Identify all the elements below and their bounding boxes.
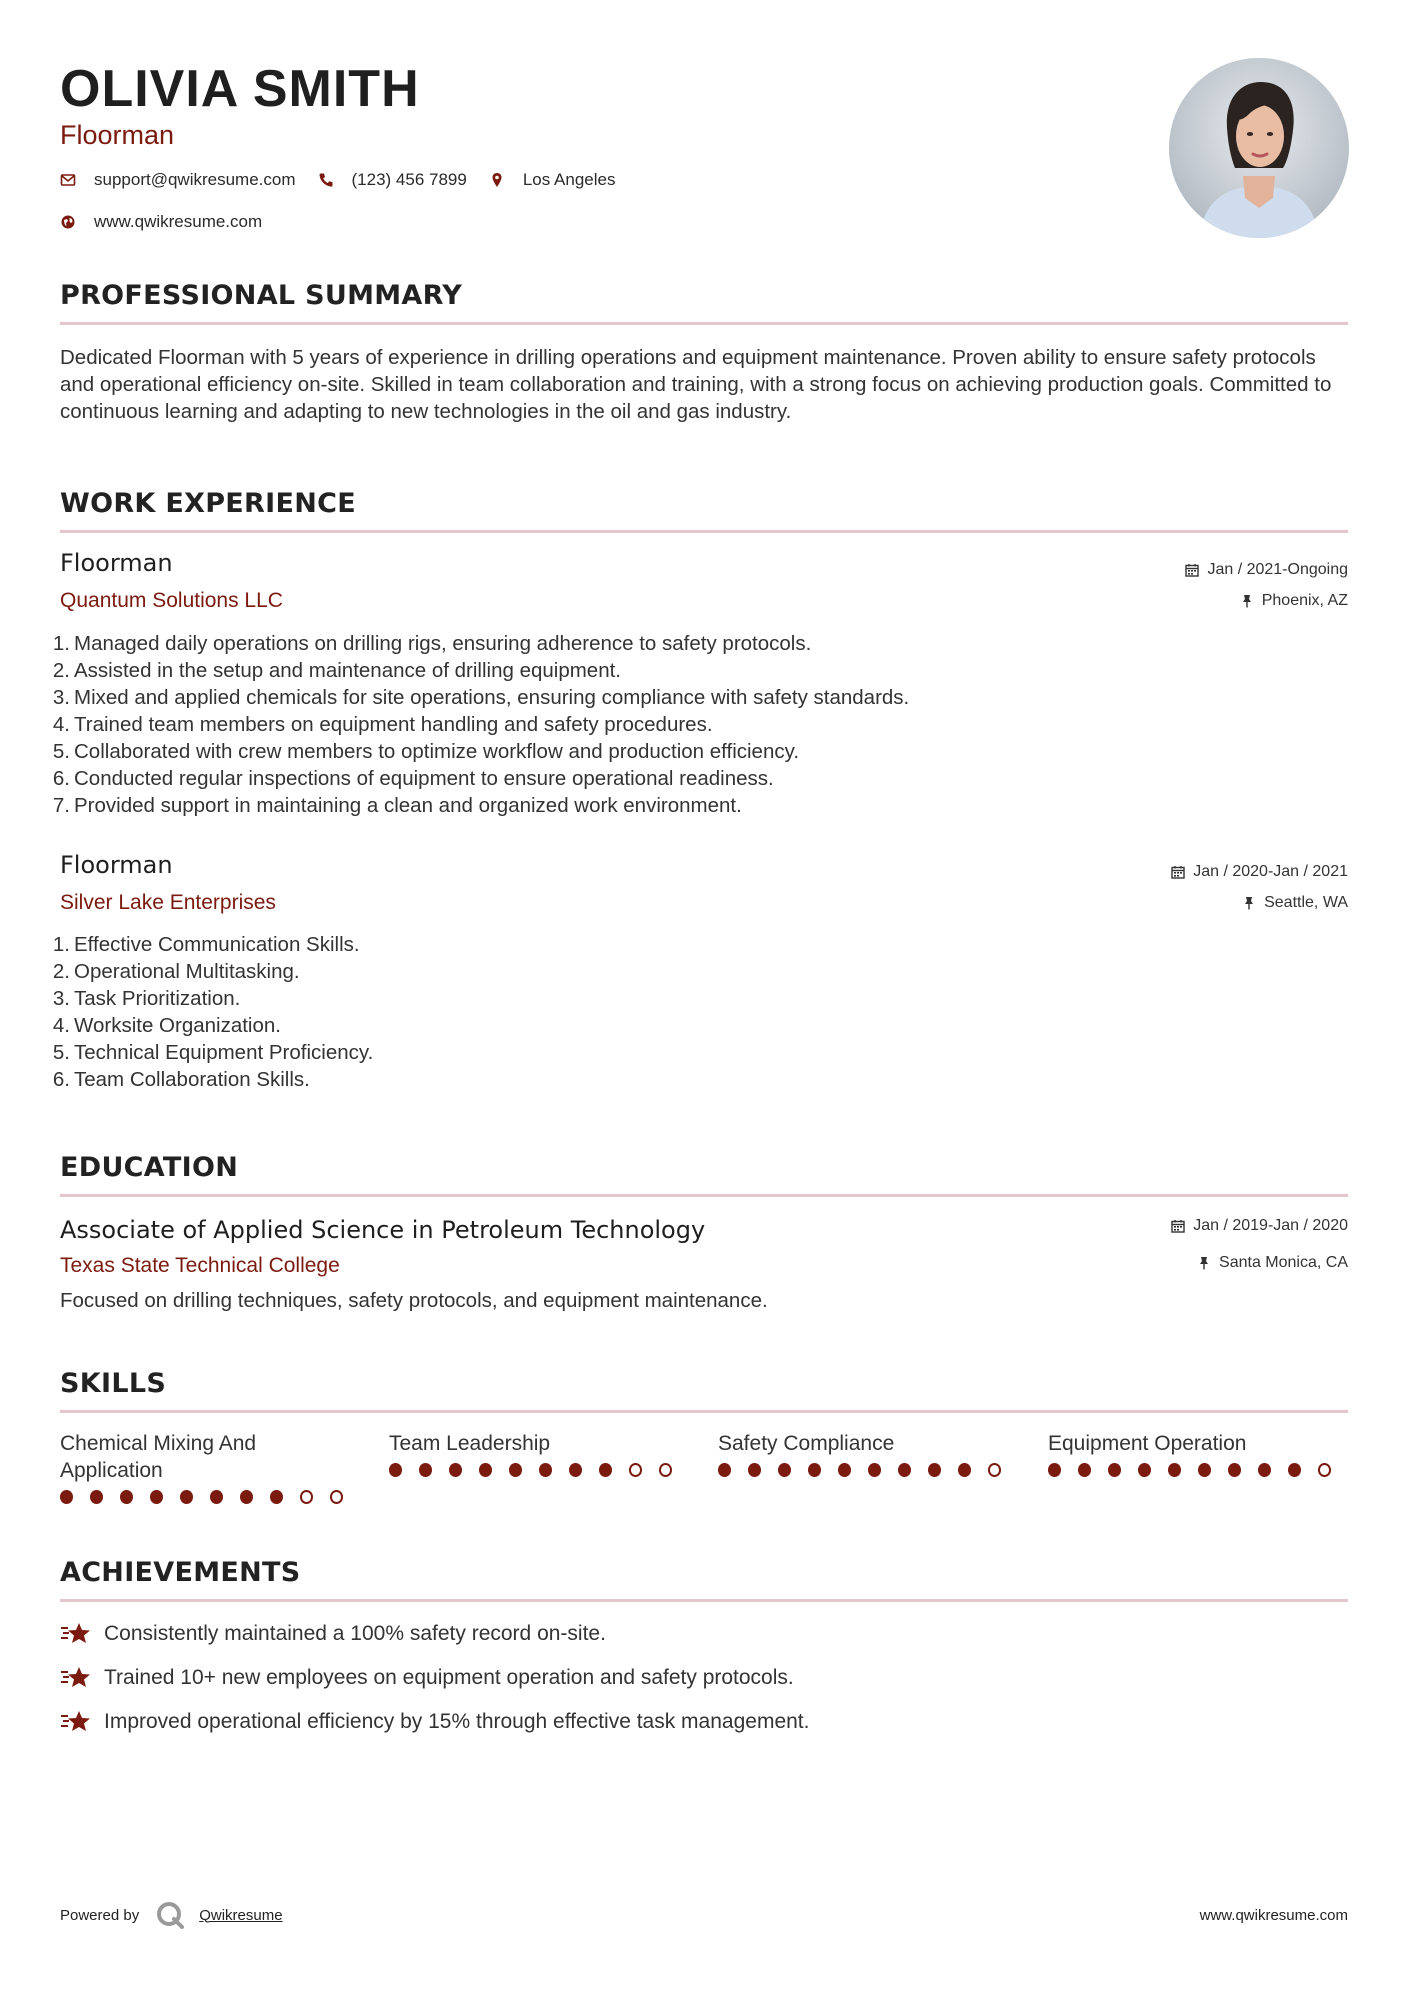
pushpin-icon <box>1240 594 1254 608</box>
school-name: Texas State Technical College <box>60 1254 340 1277</box>
skill-dot-filled <box>419 1463 432 1477</box>
skill-dot-filled <box>240 1490 253 1504</box>
skill-dot-filled <box>838 1463 851 1477</box>
star-icon <box>60 1708 92 1736</box>
job-company: Silver Lake Enterprises <box>60 891 276 914</box>
achievement-text: Consistently maintained a 100% safety record on-site. <box>104 1622 606 1645</box>
section-divider <box>60 1410 1348 1413</box>
list-item: 7. Provided support in maintaining a clean and organized work environment. <box>52 794 742 817</box>
calendar-icon <box>1171 1219 1185 1233</box>
skill-dot-filled <box>958 1463 971 1477</box>
skill-item <box>718 1430 1018 1477</box>
achievements-section-header <box>60 1557 1348 1589</box>
list-item: 3. Mixed and applied chemicals for site operations, ensuring compliance with safety standards. <box>52 686 910 709</box>
contact-location <box>489 170 616 190</box>
profile-photo <box>1169 58 1349 238</box>
phone-text: (123) 456 7899 <box>351 170 467 189</box>
skill-dot-filled <box>778 1463 791 1477</box>
pushpin-icon <box>1242 896 1256 910</box>
skill-item <box>1048 1430 1348 1477</box>
skill-dot-filled <box>1078 1463 1091 1477</box>
skill-dot-filled <box>539 1463 552 1477</box>
skill-dot-filled <box>1168 1463 1181 1477</box>
skill-dot-filled <box>270 1490 283 1504</box>
skill-dot-filled <box>718 1463 731 1477</box>
skills-section-header <box>60 1368 1348 1400</box>
skill-dot-filled <box>150 1490 163 1504</box>
skill-dot-filled <box>120 1490 133 1504</box>
skill-item <box>389 1430 689 1477</box>
list-item: 3. Task Prioritization. <box>52 987 241 1010</box>
calendar-icon <box>1185 563 1199 577</box>
job-skills-list <box>52 931 1260 1093</box>
candidate-title: Floorman <box>60 120 175 150</box>
skill-rating <box>60 1490 360 1504</box>
skill-dot-filled <box>1138 1463 1151 1477</box>
contact-email[interactable] <box>60 170 296 190</box>
job-date <box>1171 863 1348 881</box>
skill-dot-filled <box>898 1463 911 1477</box>
job-duties-list <box>52 630 1260 819</box>
list-item: 1. Effective Communication Skills. <box>52 933 360 956</box>
achievement-item <box>60 1664 794 1692</box>
list-item: 5. Technical Equipment Proficiency. <box>52 1041 374 1064</box>
list-item: 5. Collaborated with crew members to optimize workflow and production efficiency. <box>52 740 800 763</box>
section-divider <box>60 530 1348 533</box>
contact-website[interactable] <box>60 212 262 232</box>
skill-dot-filled <box>479 1463 492 1477</box>
experience-heading: WORK EXPERIENCE <box>60 488 356 519</box>
skill-dot-filled <box>1048 1463 1061 1477</box>
achievement-item <box>60 1620 606 1648</box>
skill-dot-empty <box>1318 1463 1331 1477</box>
achievement-item <box>60 1708 809 1736</box>
skill-dot-empty <box>988 1463 1001 1477</box>
education-description: Focused on drilling techniques, safety protocols, and equipment maintenance. <box>60 1289 768 1312</box>
email-text: support@qwikresume.com <box>94 170 296 189</box>
job-title: Floorman <box>60 851 173 879</box>
map-pin-icon <box>489 172 505 188</box>
education-section-header <box>60 1152 1348 1184</box>
globe-icon <box>60 214 76 230</box>
summary-section-header <box>60 280 1348 312</box>
skill-dot-filled <box>60 1490 73 1504</box>
list-item: 2. Operational Multitasking. <box>52 960 300 983</box>
footer-powered-by <box>60 1900 283 1930</box>
qwikresume-logo-icon <box>155 1900 185 1930</box>
achievement-text: Trained 10+ new employees on equipment operation and safety protocols. <box>104 1666 794 1689</box>
brand-link[interactable]: Qwikresume <box>199 1906 283 1924</box>
list-item: 6. Team Collaboration Skills. <box>52 1068 310 1091</box>
skill-dot-filled <box>389 1463 402 1477</box>
skill-dot-filled <box>1198 1463 1211 1477</box>
list-item: 4. Worksite Organization. <box>52 1014 281 1037</box>
job-location-text: Phoenix, AZ <box>1261 592 1348 609</box>
skill-label: Team Leadership <box>389 1432 551 1455</box>
summary-text: Dedicated Floorman with 5 years of experience in drilling operations and equipment maintenance. Proven ability to ensure safety protocols and operational efficiency on-site. Skilled in team collaboration and training, with a strong focus on achieving production goals. Committed to continuous learning and adapting to new technologies in the oil and gas industry. <box>60 346 1332 423</box>
footer-website[interactable]: www.qwikresume.com <box>1199 1907 1348 1924</box>
skill-dot-filled <box>569 1463 582 1477</box>
candidate-name: OLIVIA SMITH <box>60 60 420 118</box>
skill-dot-filled <box>868 1463 881 1477</box>
skill-dot-filled <box>928 1463 941 1477</box>
skill-dot-filled <box>1108 1463 1121 1477</box>
skill-dot-filled <box>1258 1463 1271 1477</box>
location-text: Los Angeles <box>522 170 616 189</box>
skill-dot-filled <box>1288 1463 1301 1477</box>
contact-phone[interactable] <box>318 170 467 190</box>
list-item: 1. Managed daily operations on drilling rigs, ensuring adherence to safety protocols. <box>52 632 812 655</box>
education-date <box>1171 1217 1348 1235</box>
skill-dot-empty <box>300 1490 313 1504</box>
skill-dot-filled <box>90 1490 103 1504</box>
list-item: 4. Trained team members on equipment handling and safety procedures. <box>52 713 713 736</box>
achievements-heading: ACHIEVEMENTS <box>60 1557 301 1588</box>
powered-by-text: Powered by <box>60 1906 140 1924</box>
skill-rating <box>1048 1463 1348 1477</box>
education-date-text: Jan / 2019-Jan / 2020 <box>1193 1217 1348 1234</box>
star-icon <box>60 1664 92 1692</box>
resume-page <box>52 0 1348 1990</box>
skill-label: Safety Compliance <box>718 1432 895 1455</box>
job-title: Floorman <box>60 549 173 577</box>
website-text: www.qwikresume.com <box>94 212 263 231</box>
degree-title: Associate of Applied Science in Petroleum Technology <box>60 1216 706 1244</box>
skills-heading: SKILLS <box>60 1368 167 1399</box>
skill-dot-filled <box>180 1490 193 1504</box>
envelope-icon <box>60 172 76 188</box>
job-date-text: Jan / 2021-Ongoing <box>1207 561 1348 578</box>
job-location-text: Seattle, WA <box>1264 894 1348 911</box>
section-divider <box>60 1194 1348 1197</box>
summary-heading: PROFESSIONAL SUMMARY <box>60 280 463 311</box>
job-location <box>1242 894 1348 912</box>
calendar-icon <box>1171 865 1185 879</box>
skill-dot-filled <box>509 1463 522 1477</box>
education-location-text: Santa Monica, CA <box>1219 1254 1348 1271</box>
skill-dot-empty <box>659 1463 672 1477</box>
phone-icon <box>318 172 334 188</box>
skill-dot-empty <box>629 1463 642 1477</box>
job-date-text: Jan / 2020-Jan / 2021 <box>1193 863 1348 880</box>
achievement-text: Improved operational efficiency by 15% through effective task management. <box>104 1710 810 1733</box>
skill-dot-filled <box>599 1463 612 1477</box>
star-icon <box>60 1620 92 1648</box>
skill-item <box>60 1430 360 1504</box>
skill-rating <box>389 1463 689 1477</box>
skill-dot-filled <box>210 1490 223 1504</box>
job-company: Quantum Solutions LLC <box>60 589 283 612</box>
skill-label: Chemical Mixing And Application <box>60 1432 257 1482</box>
skill-dot-filled <box>449 1463 462 1477</box>
skill-dot-filled <box>1228 1463 1241 1477</box>
experience-section-header <box>60 488 1348 520</box>
skill-rating <box>718 1463 1018 1477</box>
pushpin-icon <box>1197 1256 1211 1270</box>
list-item: 2. Assisted in the setup and maintenance of drilling equipment. <box>52 659 622 682</box>
skill-dot-filled <box>748 1463 761 1477</box>
education-location <box>1197 1254 1348 1272</box>
job-location <box>1240 592 1348 610</box>
skill-label: Equipment Operation <box>1048 1432 1247 1455</box>
section-divider <box>60 322 1348 325</box>
education-heading: EDUCATION <box>60 1152 239 1183</box>
skill-dot-empty <box>330 1490 343 1504</box>
list-item: 6. Conducted regular inspections of equipment to ensure operational readiness. <box>52 767 774 790</box>
skill-dot-filled <box>808 1463 821 1477</box>
section-divider <box>60 1599 1348 1602</box>
job-date <box>1185 561 1348 579</box>
